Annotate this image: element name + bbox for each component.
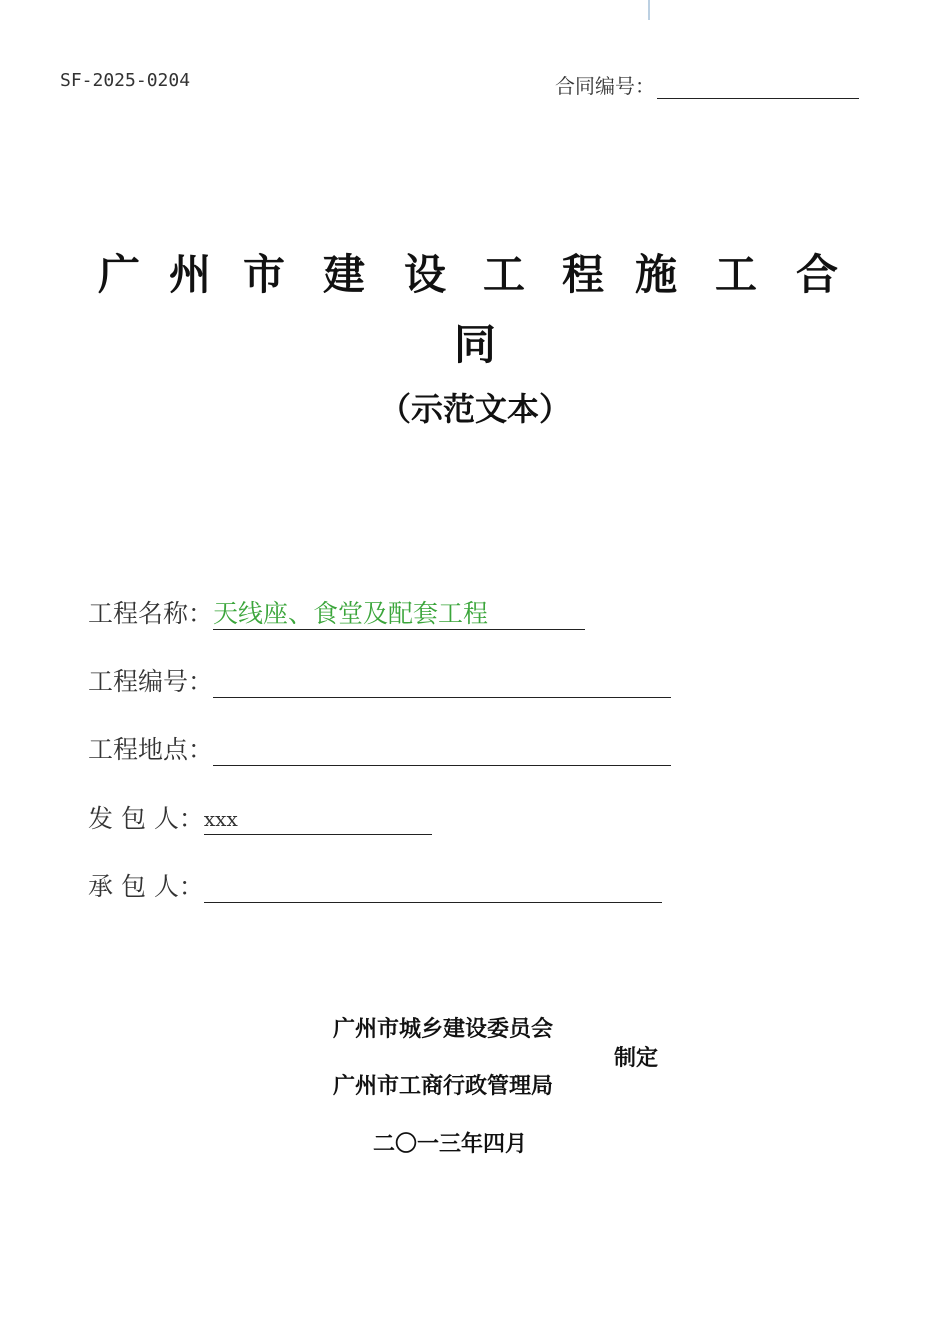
contract-number-label: 合同编号： — [555, 74, 655, 98]
contract-number-blank — [657, 76, 859, 99]
title-char: 州 — [168, 250, 211, 299]
contract-number — [555, 70, 859, 99]
issue-date: 二〇一三年四月 — [373, 1132, 528, 1157]
title-char: 施 — [634, 250, 677, 299]
document-code: SF-2025-0204 — [60, 70, 191, 91]
project-name-value: 天线座、食堂及配套工程 — [213, 599, 585, 630]
project-site-label: 工程地点： — [88, 735, 214, 764]
title-char: 程 — [561, 250, 604, 299]
employer-value: xxx — [204, 804, 432, 835]
project-site-value — [213, 735, 671, 766]
project-number-label: 工程编号： — [88, 667, 214, 696]
project-number-value — [213, 667, 671, 698]
issuer-action: 制定 — [614, 1046, 659, 1071]
contractor-field — [88, 867, 662, 903]
employer-label: 发 包 人： — [88, 804, 204, 833]
title-char: 广 — [97, 250, 140, 299]
issuer-industry-commerce-bureau: 广州市工商行政管理局 — [333, 1074, 554, 1099]
document-subtitle: （示范文本） — [378, 390, 571, 428]
title-char: 合 — [795, 250, 838, 299]
top-edge-mark — [648, 0, 650, 20]
project-number-field — [88, 662, 671, 698]
title-char: 建 — [322, 250, 365, 299]
issuer-construction-committee: 广州市城乡建设委员会 — [333, 1017, 554, 1042]
document-title-line2: 同 — [453, 320, 496, 369]
title-char: 设 — [403, 250, 446, 299]
title-char: 工 — [714, 250, 757, 299]
title-char: 市 — [242, 250, 285, 299]
project-name-label: 工程名称： — [88, 599, 214, 628]
project-name-field — [88, 594, 585, 630]
employer-field — [88, 799, 432, 835]
title-char: 工 — [482, 250, 525, 299]
project-site-field — [88, 730, 671, 766]
contractor-value — [204, 872, 662, 903]
contractor-label: 承 包 人： — [88, 872, 204, 901]
